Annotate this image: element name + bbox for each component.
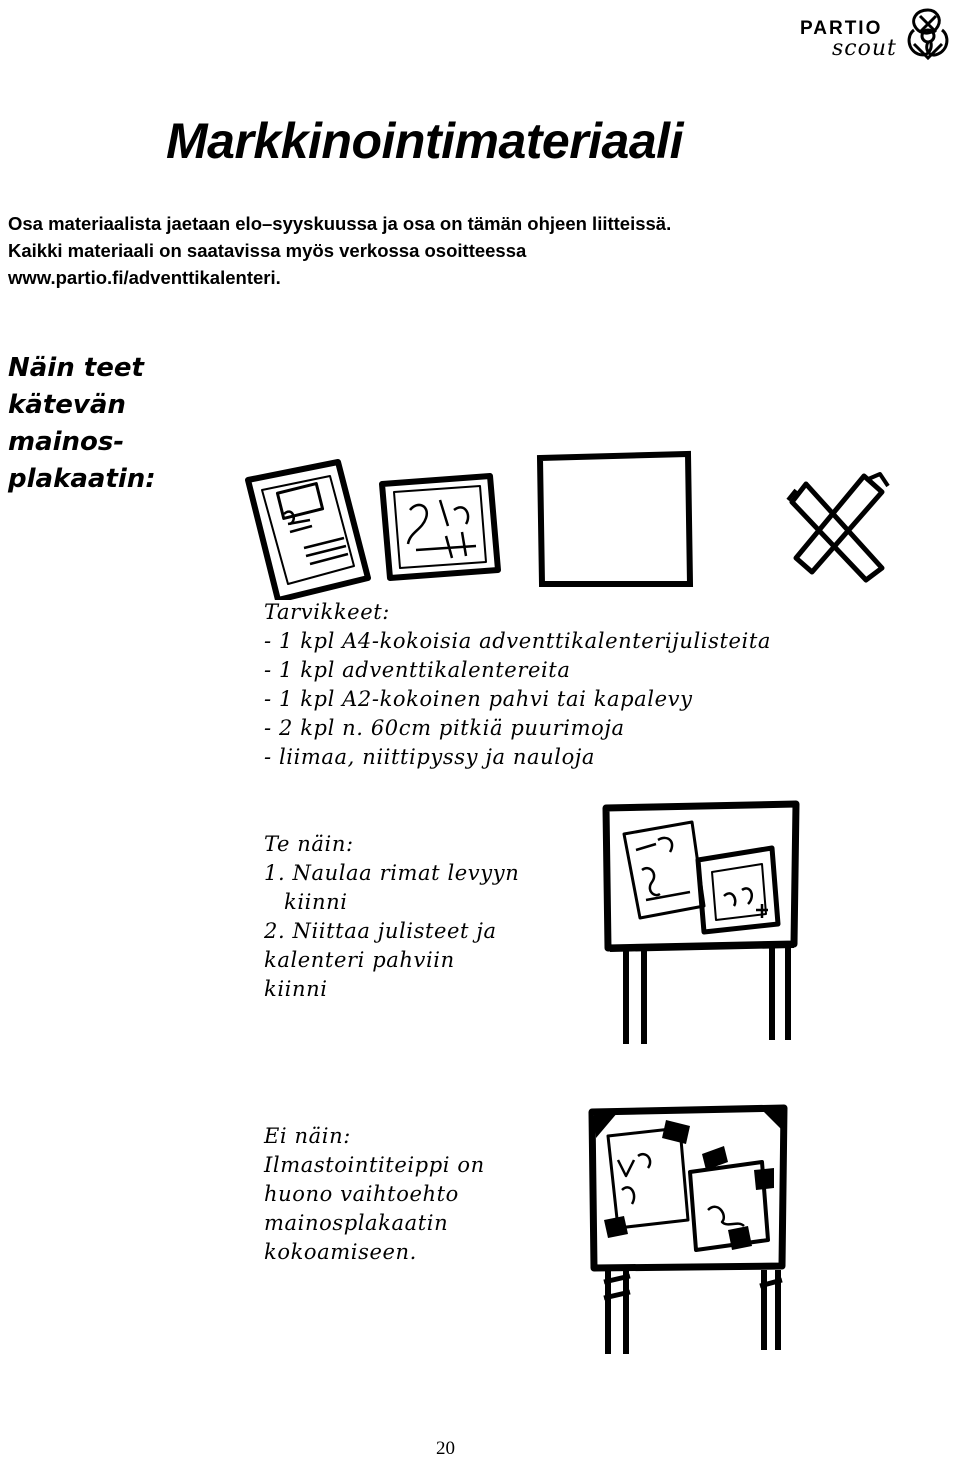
not-this-heading: Ei näin: <box>264 1124 351 1148</box>
do-this-line: 2. Niittaa julisteet ja <box>264 919 497 943</box>
pinned-calendar-icon <box>698 848 778 932</box>
right-stick-icon <box>772 948 788 1040</box>
howto-heading <box>8 350 228 498</box>
correct-board-sketch <box>596 800 806 1050</box>
howto-line-2: kätevän <box>8 390 126 420</box>
calendar-sketch-icon <box>382 476 498 578</box>
not-this-line: huono vaihtoehto <box>264 1182 459 1206</box>
taped-poster-icon <box>608 1128 688 1228</box>
materials-list <box>264 598 771 772</box>
not-this-line: mainosplakaatin <box>264 1211 449 1235</box>
materials-item: - 1 kpl A4-kokoisia adventtikalenterijulisteita <box>264 629 772 653</box>
materials-heading: Tarvikkeet: <box>264 600 390 624</box>
intro-line-3: www.partio.fi/adventtikalenteri. <box>8 267 281 288</box>
not-this-line: Ilmastointiteippi on <box>264 1153 485 1177</box>
page-title: Markkinointimateriaali <box>166 113 683 169</box>
logo-word-partio: PARTIO <box>800 18 883 39</box>
partio-scout-logo <box>796 4 958 66</box>
taped-board-sketch <box>578 1100 798 1360</box>
howto-line-1: Näin teet <box>8 353 144 383</box>
poster-sketch-icon <box>248 462 368 600</box>
pinned-poster-icon <box>624 822 704 918</box>
board-sketch-icon <box>540 454 690 584</box>
materials-item: - 1 kpl A2-kokoinen pahvi tai kapalevy <box>264 687 693 711</box>
left-stick-icon <box>626 948 644 1044</box>
do-this-heading: Te näin: <box>264 832 354 856</box>
logo-word-scout: scout <box>832 36 897 61</box>
page-number: 20 <box>436 1438 455 1459</box>
do-this-line: kiinni <box>264 977 328 1001</box>
howto-line-4: plakaatin: <box>8 464 156 494</box>
do-this-line: 1. Naulaa rimat levyyn <box>264 861 520 885</box>
not-this-instructions <box>264 1122 485 1267</box>
do-this-line: kalenteri pahviin <box>264 948 455 972</box>
materials-item: - 1 kpl adventtikalentereita <box>264 658 571 682</box>
materials-item: - 2 kpl n. 60cm pitkiä puurimoja <box>264 716 625 740</box>
intro-text <box>8 210 908 291</box>
not-this-line: kokoamiseen. <box>264 1240 417 1264</box>
crossed-sticks-icon <box>788 474 888 580</box>
materials-sketch <box>240 440 900 600</box>
do-this-instructions <box>264 830 519 1004</box>
intro-line-2: Kaikki materiaali on saatavissa myös verkossa osoitteessa <box>8 240 527 261</box>
do-this-line: kiinni <box>284 890 348 914</box>
materials-item: - liimaa, niittipyssy ja nauloja <box>264 745 596 769</box>
howto-line-3: mainos- <box>8 427 125 457</box>
intro-line-1: Osa materiaalista jaetaan elo–syyskuussa ja osa on tämän ohjeen liitteissä. <box>8 213 672 234</box>
partio-emblem-icon <box>900 4 956 66</box>
